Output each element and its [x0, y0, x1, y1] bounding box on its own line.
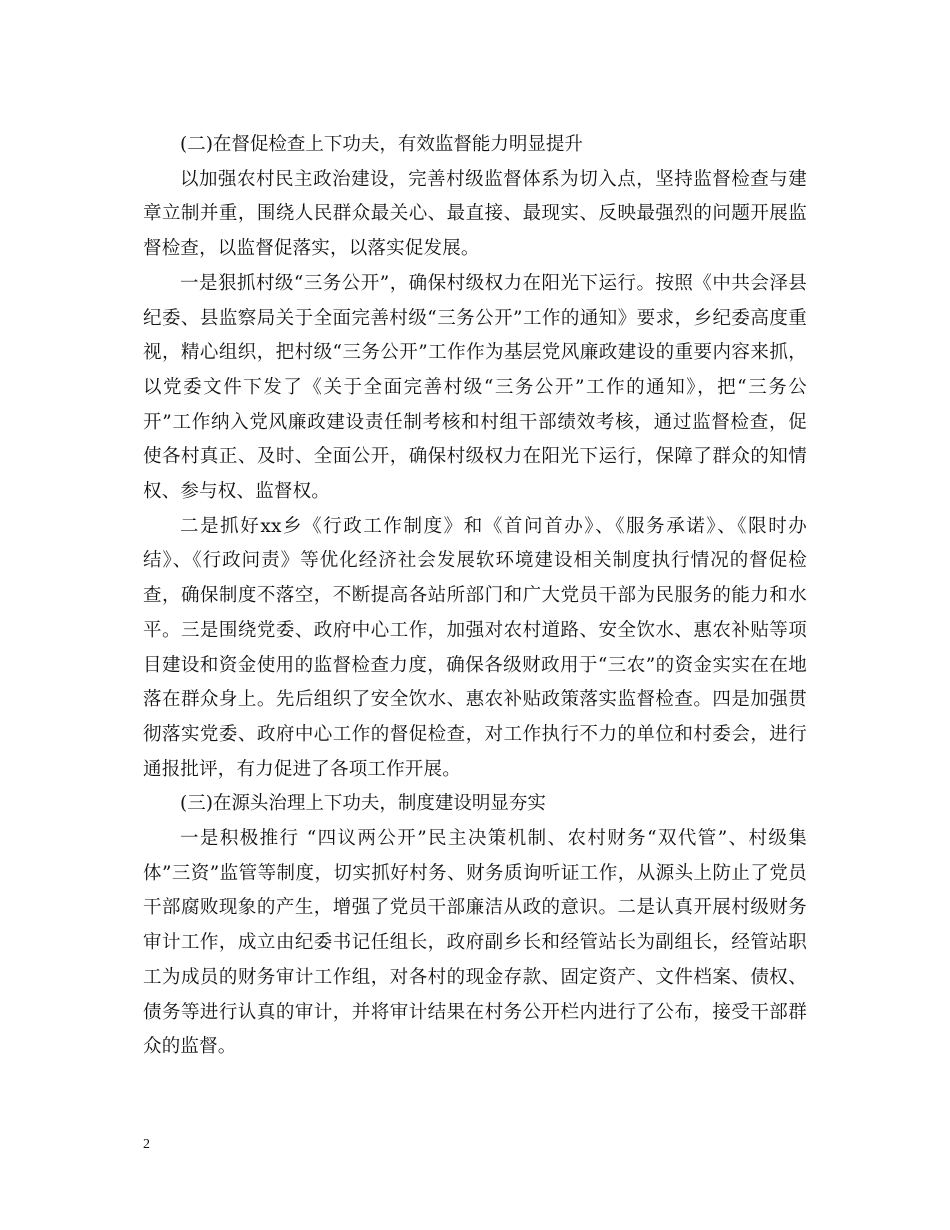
paragraph: 以加强农村民主政治建设，完善村级监督体系为切入点，坚持监督检查与建章立制并重，围绕人民群众最关心、最直接、最现实、反映最强烈的问题开展监督检查，以监督促落实，以落实促发展。: [143, 168, 807, 260]
section-heading-2: (二)在督促检查上下功夫，有效监督能力明显提升: [180, 134, 583, 155]
page-number: 2: [143, 1137, 150, 1152]
document-body: [143, 128, 807, 1065]
section-heading-3: (三)在源头治理上下功夫，制度建设明显夯实: [180, 793, 546, 815]
paragraph: 一是狠抓村级“三务公开”，确保村级权力在阳光下运行。按照《中共会泽县纪委、县监察局关于全面完善村级“三务公开”工作的通知》要求，乡纪委高度重视，精心组织，把村级“三务公开”工作作为基层党风廉政建设的重要内容来抓，以党委文件下发了《关于全面完善村级“三务公开”工作的通知》，把“三务公开”工作纳入党风廉政建设责任制考核和村组干部绩效考核，通过监督检查，促使各村真正、及时、全面公开，确保村级权力在阳光下运行，保障了群众的知情权、参与权、监督权。: [143, 272, 807, 503]
paragraph: 一是积极推行 “四议两公开”民主决策机制、农村财务“双代管”、村级集体”三资”监管等制度，切实抓好村务、财务质询听证工作，从源头上防止了党员干部腐败现象的产生，增强了党员干部廉洁从政的意识。二是认真开展村级财务审计工作，成立由纪委书记任组长，政府副乡长和经管站长为副组长，经管站职工为成员的财务审计工作组，对各村的现金存款、固定资产、文件档案、债权、债务等进行认真的审计，并将审计结果在村务公开栏内进行了公布，接受干部群众的监督。: [143, 828, 807, 1058]
paragraph: 二是抓好xx乡《行政工作制度》和《首问首办》、《服务承诺》、《限时办结》、《行政问责》等优化经济社会发展软环境建设相关制度执行情况的督促检查，确保制度不落空，不断提高各站所部门和广大党员干部为民服务的能力和水平。三是围绕党委、政府中心工作，加强对农村道路、安全饮水、惠农补贴等项目建设和资金使用的监督检查力度，确保各级财政用于“三农”的资金实实在在地落在群众身上。先后组织了安全饮水、惠农补贴政策落实监督检查。四是加强贯彻落实党委、政府中心工作的督促检查，对工作执行不力的单位和村委会，进行通报批评，有力促进了各项工作开展。: [143, 515, 807, 780]
